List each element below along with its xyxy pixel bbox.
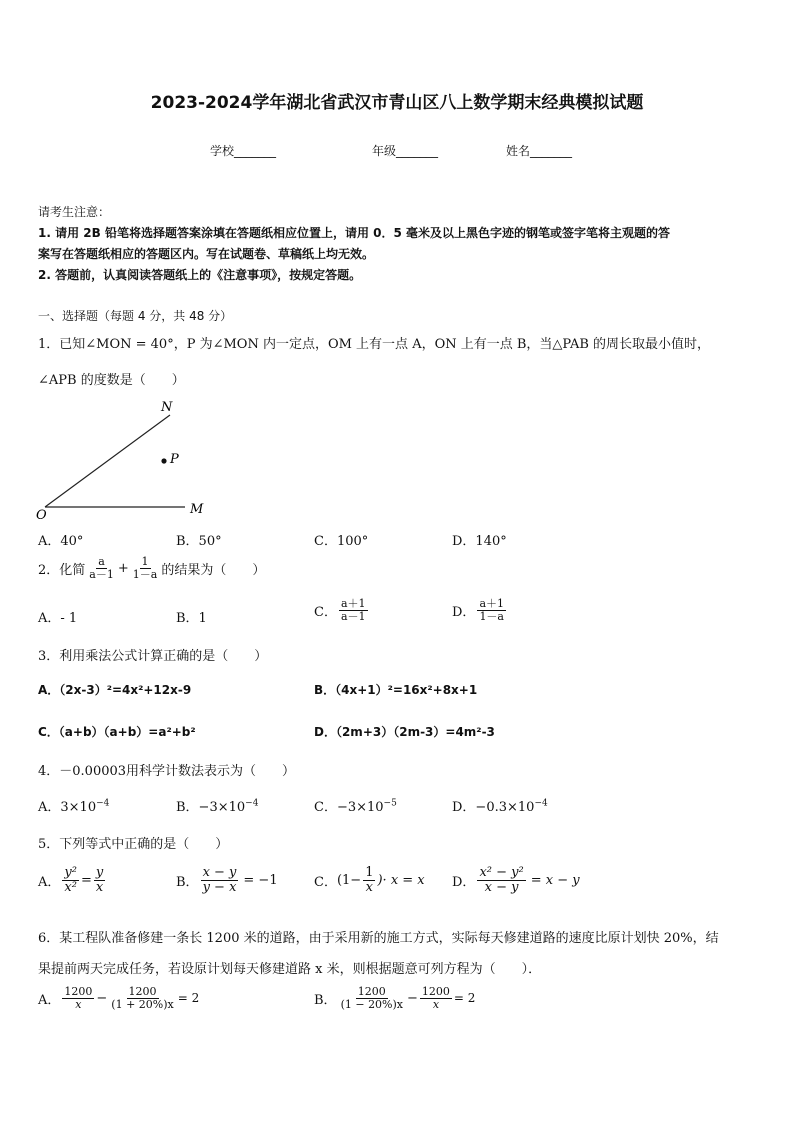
q5-a-frac-2 (94, 866, 105, 894)
q2-f1-den: a－1 (89, 567, 114, 581)
q6-stem-line2: 果提前两天完成任务，若设原计划每天修建道路 x 米，则根据题意可列方程为（ ）． (38, 962, 542, 977)
q2-c-label: C． (314, 604, 337, 620)
q6-b-d2: x (432, 997, 440, 1011)
q5-c-rest: )· x = x (377, 872, 425, 888)
q6-a-frac-1 (62, 986, 94, 1010)
section-heading: 一、选择题（每题 4 分，共 48 分） (38, 309, 233, 323)
q6-a-d2: (1 + 20%)x (111, 997, 174, 1011)
q6-a-label: A． (38, 992, 61, 1008)
q4-a-base: A．3×10 (38, 800, 97, 815)
q6-b-frac-2 (420, 986, 452, 1010)
q2-plus: + (117, 560, 129, 576)
q5-d-label: D． (452, 874, 476, 890)
q3-option-d: D．（2m+3）（2m-3）=4m²-3 (314, 725, 495, 739)
q6-b-n2: 1200 (421, 985, 450, 998)
q4-option-a (38, 796, 109, 815)
q6-b-rest: = 2 (453, 991, 476, 1006)
q2-f2-num: 1 (141, 555, 149, 568)
q1-option-d: D．140° (452, 534, 507, 549)
q6-a-n2: 1200 (128, 985, 157, 998)
q3-option-a: A．（2x-3）²=4x²+12x-9 (38, 683, 192, 697)
q4-a-exp: −4 (96, 798, 110, 809)
label-m: M (190, 502, 204, 517)
angle-figure (30, 395, 220, 525)
q6-b-frac-1 (339, 986, 405, 1010)
q6-b-label: B． (314, 992, 337, 1008)
q2-option-d (452, 598, 508, 622)
q4-option-d (452, 796, 548, 815)
q5-b-rest: = −1 (243, 872, 278, 888)
q4-b-exp: −4 (245, 798, 259, 809)
notice-heading: 请考生注意： (38, 205, 111, 219)
q6-a-d1: x (75, 997, 82, 1011)
q5-b-den: y − x (202, 879, 237, 895)
q6-a-n1: 1200 (64, 985, 93, 998)
q4-stem: 4．－0.00003用科学计数法表示为（ ） (38, 764, 296, 779)
name-field: 姓名_______ (506, 144, 573, 158)
q2-c-num: a＋1 (340, 597, 366, 610)
q6-a-minus: − (96, 990, 108, 1006)
q6-b-d1: (1 − 20%)x (340, 997, 404, 1011)
q5-d-frac (477, 866, 525, 894)
q4-c-exp: −5 (383, 798, 397, 809)
q5-c-frac (363, 866, 375, 894)
point-p (161, 458, 166, 463)
q2-option-a: A．- 1 (38, 611, 78, 626)
q6-option-b (314, 986, 475, 1010)
q4-d-base: D．−0.3×10 (452, 800, 535, 815)
q2-f2-den: 1－a (132, 567, 158, 581)
q2-stem (38, 556, 265, 580)
label-p: P (170, 452, 179, 467)
grade-field: 年级_______ (372, 144, 439, 158)
q5-option-a (38, 866, 107, 894)
notice-item-1a: 1. 请用 2B 铅笔将选择题答案涂填在答题纸相应位置上，请用 0．5 毫米及以上黑色字迹的钢笔或签字笔将主观题的答 (38, 226, 670, 240)
q3-stem: 3．利用乘法公式计算正确的是（ ） (38, 649, 268, 664)
q2-fraction-2 (131, 556, 160, 580)
q2-d-fraction (477, 598, 506, 622)
q5-d-rest: = x − y (530, 872, 580, 888)
q5-a-den: x² (64, 879, 77, 895)
q2-d-den: 1－a (479, 609, 504, 623)
school-field: 学校_______ (210, 144, 277, 158)
q2-fraction-1 (87, 556, 116, 580)
q1-stem-line1: 1．已知∠MON = 40°，P 为∠MON 内一定点，OM 上有一点 A，ON 上有一点 B，当△PAB 的周长取最小值时， (38, 337, 711, 352)
page-title: 2023-2024学年湖北省武汉市青山区八上数学期末经典模拟试题 (150, 93, 644, 113)
notice-item-2: 2. 答题前，认真阅读答题纸上的《注意事项》，按规定答题。 (38, 268, 362, 282)
q2-d-label: D． (452, 604, 476, 620)
q6-a-frac-2 (109, 986, 175, 1010)
q6-b-minus: − (407, 990, 418, 1006)
q3-option-c: C．（a+b）（a+b）=a²+b² (38, 725, 196, 739)
q6-stem-line1: 6．某工程队准备修建一条长 1200 米的道路，由于采用新的施工方式，实际每天修建道路的速度比原计划快 20%，结 (38, 931, 719, 946)
q4-option-c (314, 796, 397, 815)
q5-option-d (452, 866, 580, 894)
q1-option-b: B．50° (176, 534, 222, 549)
q5-option-c (314, 866, 425, 894)
q6-a-rest: = 2 (177, 991, 200, 1006)
q5-a-label: A． (38, 874, 61, 890)
q2-suffix: 的结果为（ ） (161, 562, 266, 578)
q4-option-b (176, 796, 258, 815)
ray-on (45, 415, 170, 507)
q5-c-num: 1 (365, 865, 374, 880)
q5-d-num: x² − y² (479, 865, 524, 880)
q5-a-eq: = (80, 872, 92, 888)
q6-option-a (38, 986, 199, 1010)
q5-c-den: x (365, 879, 374, 895)
q5-d-den: x − y (484, 879, 519, 895)
q2-prefix: 2．化简 (38, 562, 86, 578)
q5-a-num2: y (95, 865, 104, 880)
q5-c-label: C． (314, 874, 337, 890)
q5-b-num: x − y (202, 865, 237, 880)
q2-option-c (314, 598, 370, 622)
q6-b-n1: 1200 (357, 985, 386, 998)
q4-d-exp: −4 (534, 798, 548, 809)
q2-f1-num: a (98, 555, 105, 568)
q4-c-base: C．−3×10 (314, 800, 384, 815)
q5-b-label: B． (176, 874, 199, 890)
q3-option-b: B．（4x+1）²=16x²+8x+1 (314, 683, 478, 697)
q1-option-c: C．100° (314, 534, 369, 549)
q2-d-num: a＋1 (479, 597, 504, 610)
q5-stem: 5．下列等式中正确的是（ ） (38, 837, 229, 852)
q5-a-num: y² (64, 865, 77, 880)
q5-a-den2: x (95, 879, 104, 895)
q1-stem-line2: ∠APB 的度数是（ ） (38, 373, 185, 388)
label-n: N (161, 400, 173, 415)
notice-item-1b: 案写在答题纸相应的答题区内。写在试题卷、草稿纸上均无效。 (38, 247, 375, 261)
q2-c-den: a－1 (340, 609, 366, 623)
q5-option-b (176, 866, 278, 894)
q4-b-base: B．−3×10 (176, 800, 246, 815)
q5-a-frac-1 (62, 866, 79, 894)
q2-option-b: B．1 (176, 611, 207, 626)
label-o: O (36, 508, 47, 523)
q1-option-a: A．40° (38, 534, 84, 549)
q5-b-frac (201, 866, 239, 894)
q2-c-fraction (339, 598, 368, 622)
q5-c-pre: (1− (336, 872, 362, 888)
